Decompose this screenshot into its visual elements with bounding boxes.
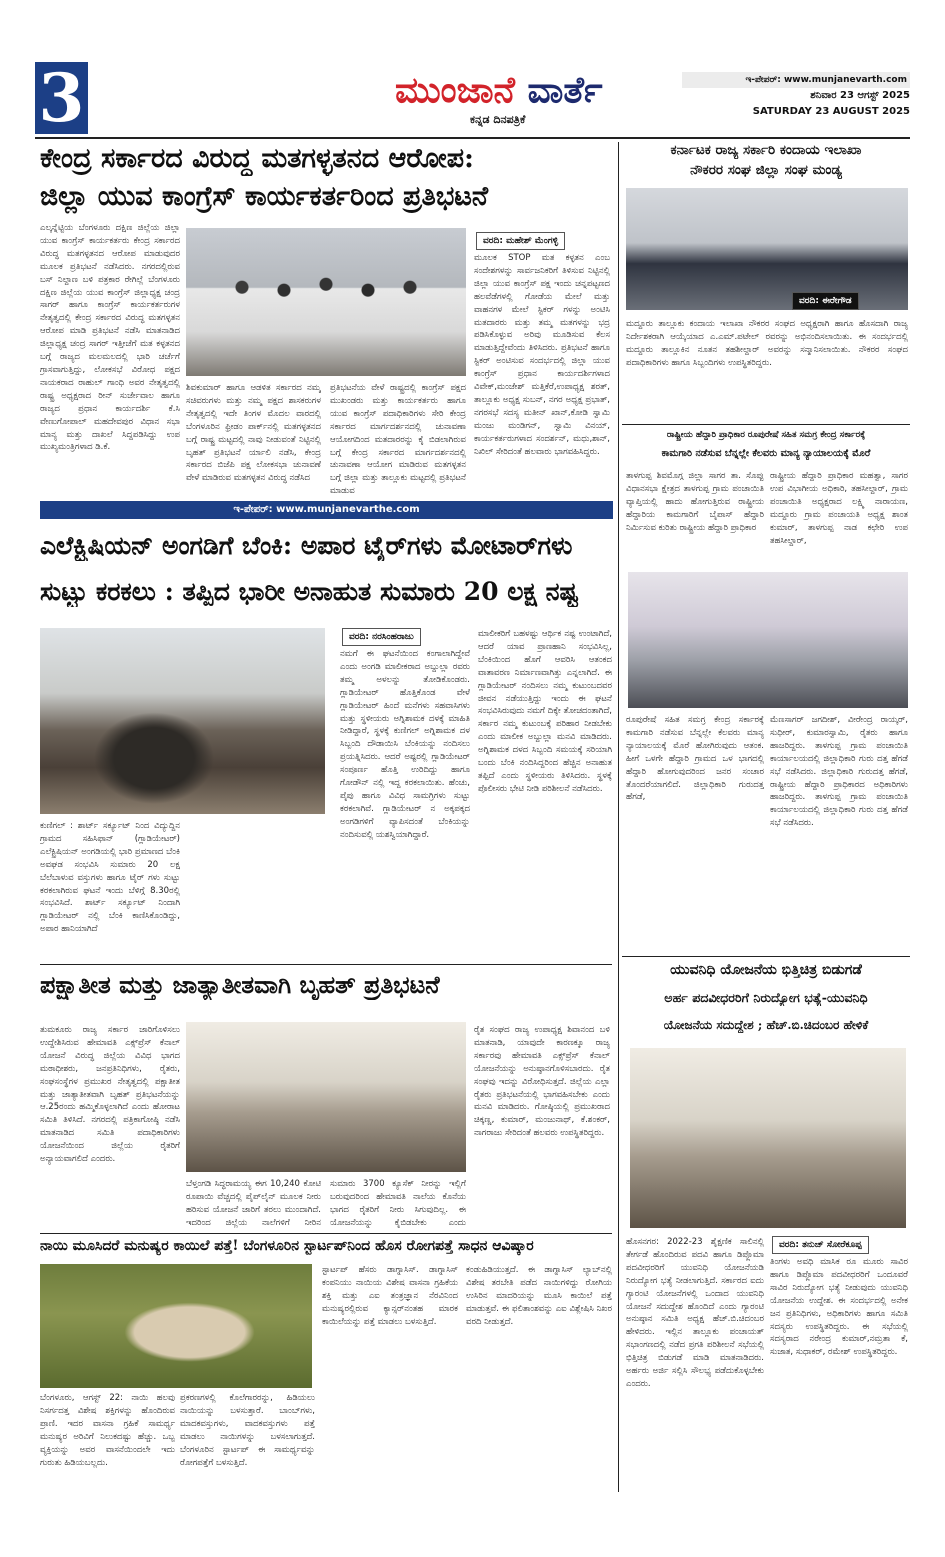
masthead-info: [682, 72, 910, 138]
right2-column-2: ಮೆಣಸಾಗರ್ ಜಗದೀಶ್, ವೀರೇಂದ್ರ ರಾಯ್ಕರ್, ಸುಧೀರ್, ಕುಮಾರಸ್ವಾಮಿ, ರೈತರು ಹಾಗೂ ಹಾಜರಿದ್ದರು. ತಾಳಗುಪ್ಪ ಗ್ರಾಮ ಪಂಚಾಯಿತಿ ಕಾರ್ಯಾಲಯದಲ್ಲಿ ಜಿಲ್ಲಾಧಿಕಾರಿ ಗುರು ದತ್ತ ಹೆಗಡೆ ಸಭೆ ನಡೆಸಿದರು. ಜಿಲ್ಲಾಧಿಕಾರಿ ಗುರುದತ್ತ ಹೆಗಡೆ, ರಾಷ್ಟ್ರೀಯ ಹೆದ್ದಾರಿ ಪ್ರಾಧಿಕಾರದ ಅಧಿಕಾರಿಗಳು ಹಾಜರಿದ್ದರು. ತಾಳಗುಪ್ಪ ಗ್ರಾಮ ಪಂಚಾಯಿತಿ ಕಾರ್ಯಾಲಯದಲ್ಲಿ ಜಿಲ್ಲಾಧಿಕಾರಿ ಗುರು ದತ್ತ ಹೆಗಡೆ ಸಭೆ ನಡೆಸಿದರು.: [770, 715, 908, 829]
epaper-link[interactable]: ಇ-ಪೇಪರ್: www.munjanevarth.com: [682, 72, 910, 88]
story3-column-3: ಸುಮಾರು 3700 ಕ್ಯೂಸೆಕ್ ನೀರನ್ನು ಇಲ್ಲಿಗೆ ಬರುವುದರಿಂದ ಹೇಮಾವತಿ ನಾಲೆಯ ಕೊನೆಯ ಭಾಗದ ರೈತರಿಗೆ ನೀರು ಸಿಗುವುದಿಲ್ಲ. ಈ ಯೋಜನೆಯನ್ನು ಕೈಬಿಡಬೇಕು ಎಂದು: [330, 1179, 466, 1228]
story1-byline: ವರದಿ: ಮಹೇಶ್ ಮೆಂಗಳ್ಳಿ: [476, 232, 565, 250]
masthead-subtitle: ಕನ್ನಡ ದಿನಪತ್ರಿಕೆ: [470, 113, 526, 126]
page-number: 3: [35, 62, 88, 134]
right2-rule: [622, 424, 910, 425]
story1-headline-1: ಕೇಂದ್ರ ಸರ್ಕಾರದ ವಿರುದ್ಧ ಮತಗಳ್ಳತನದ ಆರೋಪ:: [40, 143, 475, 174]
right1-headline-2: ನೌಕರರ ಸಂಘ ಜಿಲ್ಲಾ ಸಂಘ ಮಂಡ್ಯ: [690, 162, 842, 178]
right2-top-column-2: ರಾಷ್ಟ್ರೀಯ ಹೆದ್ದಾರಿ ಪ್ರಾಧಿಕಾರ ಮಹತ್ವಾ, ಸಾಗರ ಉಪ ವಿಭಾಗೀಯ ಅಧಿಕಾರಿ, ತಹಸೀಲ್ದಾರ್, ಗ್ರಾಮ ಪಂಚಾಯಿತಿ ಅಧ್ಯಕ್ಷರಾದ ಲಕ್ಷ್ಮಿ ನಾರಾಯಣ, ಮದ್ದೂರು ಗ್ರಾಮ ಪಂಚಾಯತಿ ಅಧ್ಯಕ್ಷ ಶಾಂತ ಕುಮಾರ್, ತಾಳಗುಪ್ಪ ನಾಡ ಕಛೇರಿ ಉಪ ತಹಸೀಲ್ದಾರ್,: [770, 471, 908, 546]
right1-headline-1: ಕರ್ನಾಟಕ ರಾಜ್ಯ ಸರ್ಕಾರಿ ಕಂದಾಯ ಇಲಾಖಾ: [670, 142, 862, 158]
story3-photo: [186, 1022, 466, 1172]
right3-headline-1: ಯುವನಿಧಿ ಯೋಜನೆಯ ಭಿತ್ತಿಚಿತ್ರ ಬಿಡುಗಡೆ: [670, 962, 862, 978]
right3-headline-2: ಅರ್ಹ ಪದವೀಧರರಿಗೆ ನಿರುದ್ಯೋಗ ಭತ್ಯೆ-ಯುವನಿಧಿ: [664, 990, 868, 1005]
masthead-title-blue: ವಾರ್ತೆ: [527, 69, 603, 111]
story4-photo: [40, 1264, 312, 1388]
story4-column-3: ಸ್ಟಾರ್ಟಪ್ ಹೆಸರು ಡಾಗ್ನಾಸಿಸ್. ಡಾಗ್ನಾಸಿಸ್ ಕಂಪನಿಯು ನಾಯಿಯ ವಿಶೇಷ ವಾಸನಾ ಗ್ರಹಿಕೆಯ ಶಕ್ತಿ ಮತ್ತು ಎಐ ತಂತ್ರಜ್ಞಾನ ನೆರವಿನಿಂದ ಮನುಷ್ಯರಲ್ಲಿರುವ ಕ್ಯಾನ್ಸರ್‌ನಂತಹ ಮಾರಕ ಕಾಯಿಲೆಯನ್ನು ಪತ್ತೆ ಮಾಡಲು ಬಳಸುತ್ತಿದೆ.: [322, 1265, 458, 1327]
story3-rule: [40, 964, 612, 965]
story3-column-2: ಬೆಳ್ತಂಗಡಿ ಸಿದ್ಧರಾಮಯ್ಯ ಈಗ 10,240 ಕೋಟಿ ರೂಪಾಯಿ ವೆಚ್ಚದಲ್ಲಿ ಪೈಪ್‌ಲೈನ್ ಮೂಲಕ ನೀರು ಹರಿಸುವ ಯೋಜನೆ ಜಾರಿಗೆ ತರಲು ಮುಂದಾಗಿದೆ. ಇದರಿಂದ ಜಿಲ್ಲೆಯ ನಾಲೆಗಳಿಗೆ ನೀರಿನ: [186, 1179, 321, 1228]
right1-body: ಮದ್ದೂರು ತಾಲ್ಲೂಕು ಕಂದಾಯ ಇಲಾಖಾ ನೌಕರರ ಸಂಘದ ಅಧ್ಯಕ್ಷರಾಗಿ ಹಾಗೂ ಹೊಸದಾಗಿ ರಾಜ್ಯ ನಿರ್ದೇಶಕರಾಗಿ ಆಯ್ಕೆಯಾದ ಎ.ಎಮ್.ಪಟೇಲ್ ರವರನ್ನು ಅಭಿನಂದಿಸಲಾಯಿತು. ಈ ಸಂದರ್ಭದಲ್ಲಿ ಮದ್ದೂರು ತಾಲ್ಲೂಕಿನ ನೂತನ ತಹಶೀಲ್ದಾರ್ ಅವರನ್ನು ಸನ್ಮಾನಿಸಲಾಯಿತು. ನೌಕರರ ಸಂಘದ ಪದಾಧಿಕಾರಿಗಳು ಹಾಗೂ ಸಿಬ್ಬಂದಿಗಳು ಉಪಸ್ಥಿತರಿದ್ದರು.: [626, 319, 908, 368]
right3-headline-3: ಯೋಜನೆಯ ಸದುದ್ದೇಶ ; ಹೆಚ್.ಬಿ.ಚಿದಂಬರ ಹೇಳಿಕೆ: [663, 1018, 869, 1032]
story3-column-4: ರೈತ ಸಂಘದ ರಾಜ್ಯ ಉಪಾಧ್ಯಕ್ಷ ಶಿವಾನಂದ ಬಳಿ ಮಾತನಾಡಿ, ಯಾವುದೇ ಕಾರಣಕ್ಕೂ ರಾಜ್ಯ ಸರ್ಕಾರವು ಹೇಮಾವತಿ ಎಕ್ಸ್‌ಪ್ರೆಸ್ ಕೆನಾಲ್ ಯೋಜನೆಯನ್ನು ಅನುಷ್ಠಾನಗೊಳಿಸಬಾರದು. ರೈತ ಸಂಘವು ಇದನ್ನು ವಿರೋಧಿಸುತ್ತದೆ. ಜಿಲ್ಲೆಯ ಎಲ್ಲಾ ರೈತರು ಪ್ರತಿಭಟನೆಯಲ್ಲಿ ಭಾಗವಹಿಸಬೇಕು ಎಂದು ಮನವಿ ಮಾಡಿದರು. ಗೋಷ್ಠಿಯಲ್ಲಿ ಪ್ರಮುಖರಾದ ಚಿಕ್ಕಣ್ಣ, ಕುಮಾರ್, ಮಂಜುನಾಥ್, ಕೆ.ಶಂಕರ್, ನಾಗರಾಜು ಸೇರಿದಂತೆ ಹಲವರು ಉಪಸ್ಥಿತರಿದ್ದರು.: [474, 1025, 610, 1139]
date-english: SATURDAY 23 AUGUST 2025: [752, 106, 910, 117]
right3-column-1: ಹೊಸನಗರ: 2022-23 ಶೈಕ್ಷಣಿಕ ಸಾಲಿನಲ್ಲಿ ತೇರ್ಗಡೆ ಹೊಂದಿರುವ ಪದವಿ ಹಾಗೂ ಡಿಪ್ಲೊಮಾ ಪದವೀಧರರಿಗೆ ಯುವನಿಧಿ ಯೋಜನೆಯಡಿ ನಿರುದ್ಯೋಗ ಭತ್ಯೆ ನೀಡಲಾಗುತ್ತಿದೆ. ಸರ್ಕಾರದ ಐದು ಗ್ಯಾರಂಟಿ ಯೋಜನೆಗಳಲ್ಲಿ ಒಂದಾದ ಯುವನಿಧಿ ಯೋಜನೆ ಸದುದ್ದೇಶ ಹೊಂದಿದೆ ಎಂದು ಗ್ಯಾರಂಟಿ ಅನುಷ್ಠಾನ ಸಮಿತಿ ಅಧ್ಯಕ್ಷ ಹೆಚ್.ಬಿ.ಚಿದಂಬರ ಹೇಳಿದರು. ಇಲ್ಲಿನ ತಾಲ್ಲೂಕು ಪಂಚಾಯತ್ ಸಭಾಂಗಣದಲ್ಲಿ ನಡೆದ ಪ್ರಗತಿ ಪರಿಶೀಲನೆ ಸಭೆಯಲ್ಲಿ ಭಿತ್ತಿಚಿತ್ರ ಬಿಡುಗಡೆ ಮಾಡಿ ಮಾತನಾಡಿದರು. ಅರ್ಹರು ಅರ್ಜಿ ಸಲ್ಲಿಸಿ ಸೌಲಭ್ಯ ಪಡೆದುಕೊಳ್ಳಬೇಕು ಎಂದರು.: [626, 1237, 764, 1389]
story1-column-2: ಶಿವಕುಮಾರ್ ಹಾಗೂ ಆಡಳಿತ ಸರ್ಕಾರದ ನಮ್ಮ ಸಚಿವರುಗಳು ಮತ್ತು ನಮ್ಮ ಪಕ್ಷದ ಶಾಸಕರುಗಳ ನೇತೃತ್ವದಲ್ಲಿ ಇದೇ ತಿಂಗಳ ಮೊದಲ ವಾರದಲ್ಲಿ ಬೆಂಗಳೂರಿನ ಫ್ರೀಡಂ ಪಾರ್ಕ್‌ನಲ್ಲಿ ಮತಗಳ್ಳತನದ ಬಗ್ಗೆ ರಾಷ್ಟ್ರ ಮಟ್ಟದಲ್ಲಿ ನಾವು ನೀಡುವಂತೆ ನಿಟ್ಟಿನಲ್ಲಿ ಬೃಹತ್ ಪ್ರತಿಭಟನೆ ರ್ಯಾಲಿ ನಡೆಸಿ, ಕೇಂದ್ರ ಸರ್ಕಾರದ ಬಿಜೆಪಿ ಪಕ್ಷ ಲೋಕಸಭಾ ಚುನಾವಣೆ ವೇಳೆ ಮಾಡಿರುವ ಮತಗಳ್ಳತನ ವಿರುದ್ಧ ನಡೆಸಿದ: [186, 383, 321, 484]
right3-rule: [622, 956, 910, 957]
masthead-title: [395, 68, 660, 112]
right2-column-1: ರೂಪುರೇಷೆ ಸಹಿತ ಸಮಗ್ರ ಕೇಂದ್ರ ಸರ್ಕಾರಕ್ಕೆ ಕಾಮಗಾರಿ ನಡೆಸುವ ಬೆನ್ನಲ್ಲೇ ಕೆಲವರು ಮಾನ್ಯ ನ್ಯಾಯಾಲಯಕ್ಕೆ ಮೊರೆ ಹೋಗಿರುವುದು ಆತಂಕ. ಹೀಗೆ ಒಳಗೇ ಹೆದ್ದಾರಿ ಗ್ರಾಮದ ಒಳ ಭಾಗದಲ್ಲಿ ಹೆದ್ದಾರಿ ಹೋಗುವುದರಿಂದ ಜನರ ಸಂಚಾರ ತೊಂದರೆಯಾಗಲಿದೆ. ಜಿಲ್ಲಾಧಿಕಾರಿ ಗುರುದತ್ತ ಹೆಗಡೆ,: [626, 715, 764, 803]
story2-column-1: ಕುಣಿಗಲ್ : ಶಾರ್ಟ್ ಸರ್ಕ್ಯೂಟ್ ನಿಂದ ವಿದ್ಯುದ್ದಿನ ಗ್ರಾಮದ ಸಹಿಸಿಫಾನ್ (ಗ್ಲಾಡಿಯೇಟರ್) ಎಲೆಕ್ಟ್ರಿಷಿಯನ್ ಅಂಗಡಿಯಲ್ಲಿ ಭಾರಿ ಪ್ರಮಾಣದ ಬೆಂಕಿ ಅವಘಡ ಸಂಭವಿಸಿ ಸುಮಾರು 20 ಲಕ್ಷ ಬೆಲೆಬಾಳುವ ವಸ್ತುಗಳು ಹಾಗೂ ಟೈರ್ ಗಳು ಸುಟ್ಟು ಕರಕಲಾಗಿರುವ ಘಟನೆ ಇಂದು ಬೆಳಿಗ್ಗೆ 8.30ರಲ್ಲಿ ಸಂಭವಿಸಿದೆ. ಶಾರ್ಟ್ ಸರ್ಕ್ಯೂಟ್ ನಿಂದಾಗಿ ಗ್ಲಾಡಿಯೇಟರ್ ನಲ್ಲಿ ಬೆಂಕಿ ಕಾಣಿಸಿಕೊಂಡಿದ್ದು, ಅಪಾರ ಹಾನಿಯಾಗಿದೆ: [40, 821, 180, 935]
right2-top-column-1: ತಾಳಗುಪ್ಪ ಶಿವಮೊಗ್ಗ ಜಿಲ್ಲಾ ಸಾಗರ ತಾ. ಸೊಪ್ಪು ವಿಧಾನಸಭಾ ಕ್ಷೇತ್ರದ ತಾಳಗುಪ್ಪ ಗ್ರಾಮ ಪಂಚಾಯಿತಿ ವ್ಯಾಪ್ತಿಯಲ್ಲಿ ಹಾದು ಹೋಗುತ್ತಿರುವ ರಾಷ್ಟ್ರೀಯ ಹೆದ್ದಾರಿಯ ಕಾಮಗಾರಿಗೆ ಬೈಪಾಸ್ ಹೆದ್ದಾರಿ ನಿರ್ಮಿಸುವ ಕುರಿತು ರಾಷ್ಟ್ರೀಯ ಹೆದ್ದಾರಿ ಪ್ರಾಧಿಕಾರ: [626, 471, 764, 533]
right3-column-2: ತಿಂಗಳು ಅವಧಿ ಮಾಸಿಕ ರೂ ಮೂರು ಸಾವಿರ ಹಾಗೂ ಡಿಪ್ಲೊಮಾ ಪದವೀಧರರಿಗೆ ಒಂದೂವರೆ ಸಾವಿರ ನಿರುದ್ಯೋಗ ಭತ್ಯೆ ನೀಡುವುದು ಯುವನಿಧಿ ಯೋಜನೆಯ ಉದ್ದೇಶ. ಈ ಸಂದರ್ಭದಲ್ಲಿ ಅನೇಕ ಜನ ಪ್ರತಿನಿಧಿಗಳು, ಅಧಿಕಾರಿಗಳು ಹಾಗೂ ಸಮಿತಿ ಸದಸ್ಯರು ಉಪಸ್ಥಿತರಿದ್ದರು. ಈ ಸಭೆಯಲ್ಲಿ ಸದಸ್ಯರಾದ ನರೇಂದ್ರ ಕುಮಾರ್,ನಮ್ರತಾ ಕೆ, ಸುಜಾತ, ಸುಧಾಕರ್, ರಮೇಶ್ ಉಪಸ್ಥಿತರಿದ್ದರು.: [770, 1257, 908, 1358]
epaper-band[interactable]: ಇ-ಪೇಪರ್: www.munjanevarthe.com: [40, 501, 613, 519]
masthead-title-red: ಮುಂಜಾನೆ: [395, 69, 515, 111]
right1-photo: [626, 188, 908, 310]
story3-column-1: ತುಮಕೂರು ರಾಜ್ಯ ಸರ್ಕಾರ ಜಾರಿಗೊಳಿಸಲು ಉದ್ದೇಶಿಸಿರುವ ಹೇಮಾವತಿ ಎಕ್ಸ್‌ಪ್ರೆಸ್ ಕೆನಾಲ್ ಯೋಜನೆ ವಿರುದ್ಧ ಜಿಲ್ಲೆಯ ವಿವಿಧ ಭಾಗದ ಮಠಾಧೀಶರು, ಜನಪ್ರತಿನಿಧಿಗಳು, ರೈತರು, ಸಂಘಸಂಸ್ಥೆಗಳ ಪ್ರಮುಖರ ನೇತೃತ್ವದಲ್ಲಿ ಪಕ್ಷಾತೀತ ಮತ್ತು ಜಾತ್ಯಾತೀತವಾಗಿ ಬೃಹತ್ ಪ್ರತಿಭಟನೆಯನ್ನು ಆ.25ರಂದು ಹಮ್ಮಿಕೊಳ್ಳಲಾಗಿದೆ ಎಂದು ಹೋರಾಟ ಸಮಿತಿ ತಿಳಿಸಿದೆ. ನಗರದಲ್ಲಿ ಪತ್ರಿಕಾಗೋಷ್ಠಿ ನಡೆಸಿ ಮಾತನಾಡಿದ ಸಮಿತಿ ಪದಾಧಿಕಾರಿಗಳು ಯೋಜನೆಯಿಂದ ಜಿಲ್ಲೆಯ ರೈತರಿಗೆ ಅನ್ಯಾಯವಾಗಲಿದೆ ಎಂದರು.: [40, 1025, 180, 1165]
story2-column-3: ಮಾಲೀಕರಿಗೆ ಬಹಳಷ್ಟು ಆರ್ಥಿಕ ನಷ್ಟ ಉಂಟಾಗಿದೆ, ಆದರೆ ಯಾವ ಪ್ರಾಣಹಾನಿ ಸಂಭವಿಸಿಲ್ಲ, ಬೆಂಕಿಯಿಂದ ಹೊಗೆ ಆವರಿಸಿ ಆತಂಕದ ವಾತಾವರಣ ನಿರ್ಮಾಣವಾಗಿತ್ತು ಎನ್ನಲಾಗಿದೆ. ಈ ಗ್ಲಾಡಿಯೇಟರ್ ನಂದಿಸಲು ನಮ್ಮ ಕುಟುಂಬದವರ ಜೀವನ ನಡೆಯುತ್ತಿದ್ದು ಇಂದು ಈ ಘಟನೆ ಸಂಭವಿಸಿರುವುದು ನಮಗೆ ದಿಕ್ಕೇ ತೋಚದಂತಾಗಿದೆ, ಸರ್ಕಾರ ನಮ್ಮ ಕುಟುಂಬಕ್ಕೆ ಪರಿಹಾರ ನೀಡಬೇಕು ಎಂದು ಮಾಲೀಕ ಅಬ್ದುಲ್ಲಾ ಮನವಿ ಮಾಡಿದರು. ಅಗ್ನಿಶಾಮಕ ದಳದ ಸಿಬ್ಬಂದಿ ಸಮಯಕ್ಕೆ ಸರಿಯಾಗಿ ಬಂದು ಬೆಂಕಿ ನಂದಿಸಿದ್ದರಿಂದ ಹೆಚ್ಚಿನ ಅನಾಹುತ ತಪ್ಪಿದೆ ಎಂದು ಸ್ಥಳೀಯರು ತಿಳಿಸಿದರು. ಸ್ಥಳಕ್ಕೆ ಪೊಲೀಸರು ಭೇಟಿ ನೀಡಿ ಪರಿಶೀಲನೆ ನಡೆಸಿದರು.: [478, 629, 612, 794]
story4-column-1: ಬೆಂಗಳೂರು, ಆಗಸ್ಟ್ 22: ನಾಯಿ ಹಲವು ನಿಸರ್ಗದತ್ತ ವಿಶೇಷ ಶಕ್ತಿಗಳನ್ನು ಹೊಂದಿರುವ ಪ್ರಾಣಿ. ಇದರ ವಾಸನಾ ಗ್ರಹಿಕೆ ಸಾಮರ್ಥ್ಯ ಮನುಷ್ಯರ ಅರಿವಿಗೆ ನಿಲುಕದಷ್ಟು ಹೆಚ್ಚು. ಒಬ್ಬ ವ್ಯಕ್ತಿಯನ್ನು ಅವರ ವಾಸನೆಯಿಂದಲೇ ಇದು ಗುರುತು ಹಿಡಿಯಬಲ್ಲದು.: [40, 1393, 175, 1468]
right2-headline-2: ಕಾಮಗಾರಿ ನಡೆಸುವ ಬೆನ್ನಲ್ಲೇ ಕೆಲವರು ಮಾನ್ಯ ನ್ಯಾಯಾಲಯಕ್ಕೆ ಮೊರೆ: [661, 448, 871, 459]
story2-headline-1: ಎಲೆಕ್ಟ್ರಿಷಿಯನ್ ಅಂಗಡಿಗೆ ಬೆಂಕಿ: ಅಪಾರ ಟೈರ್‌ಗಳು ಮೋಟಾರ್‌ಗಳು: [40, 531, 573, 560]
story1-column-3: ಪ್ರತಿಭಟನೆಯ ವೇಳೆ ರಾಷ್ಟ್ರದಲ್ಲಿ ಕಾಂಗ್ರೆಸ್ ಪಕ್ಷದ ಮುಖಂಡರು ಮತ್ತು ಕಾರ್ಯಕರ್ತರು ಹಾಗೂ ಯುವ ಕಾಂಗ್ರೆಸ್ ಪದಾಧಿಕಾರಿಗಳು ಸೇರಿ ಕೇಂದ್ರ ಸರ್ಕಾರದ ಮಾರ್ಗದರ್ಶನದಲ್ಲಿ ಚುನಾವಣಾ ಆಯೋಗದಿಂದ ಮತದಾರರನ್ನು ಕೈ ಬಿಡಲಾಗಿರುವ ಬಗ್ಗೆ ಕೇಂದ್ರ ಸರ್ಕಾರದ ಮಾರ್ಗದರ್ಶನದಲ್ಲಿ ಚುನಾವಣಾ ಆಯೋಗ ಮಾಡಿರುವ ಮತಗಳ್ಳತನ ಬಗ್ಗೆ ಜಿಲ್ಲಾ ಮತ್ತು ತಾಲ್ಲೂಕು ಮಟ್ಟದಲ್ಲಿ ಪ್ರತಿಭಟನೆ ಮಾಡುವ: [330, 383, 466, 496]
story2-column-2: ನಮಗೆ ಈ ಘಟನೆಯಿಂದ ಕಂಗಾಲಾಗಿದ್ದೇವೆ ಎಂದು ಅಂಗಡಿ ಮಾಲೀಕರಾದ ಅಬ್ದುಲ್ಲಾ ರವರು ತಮ್ಮ ಅಳಲನ್ನು ತೋಡಿಕೊಂಡರು. ಗ್ಲಾಡಿಯೇಟರ್ ಹೊತ್ತಿಕೊಂಡ ವೇಳೆ ಗ್ಲಾಡಿಯೇಟರ್ ಹಿಂದೆ ಮನೆಗಳು ಸಹವಾಸಿಗಳು ಮತ್ತು ಸ್ಥಳೀಯರು ಅಗ್ನಿಶಾಮಕ ದಳಕ್ಕೆ ಮಾಹಿತಿ ನೀಡಿದ್ದಾರೆ, ಸ್ಥಳಕ್ಕೆ ಕುಣಿಗಲ್ ಅಗ್ನಿಶಾಮಕ ದಳ ಸಿಬ್ಬಂದಿ ದೌಡಾಯಿಸಿ ಬೆಂಕಿಯನ್ನು ನಂದಿಸಲು ಪ್ರಯತ್ನಿಸಿದರು. ಆದರೆ ಅಷ್ಟರಲ್ಲಿ ಗ್ಲಾಡಿಯೇಟರ್ ಸಂಪೂರ್ಣ ಹೊತ್ತಿ ಉರಿದಿದ್ದು ಹಾಗೂ ಗೋಡೌನ್ ನಲ್ಲಿ ಇದ್ದ ಕರಕಲಾಯಿತು. ಹೆಂಚು, ಪೈಪು ಹಾಗೂ ವಿವಿಧ ಸಾಮಗ್ರಿಗಳು ಸುಟ್ಟು ಕರಕಲಾಗಿವೆ. ಗ್ಲಾಡಿಯೇಟರ್ ನ ಅಕ್ಕಪಕ್ಕದ ಅಂಗಡಿಗಳಿಗೆ ವ್ಯಾಪಿಸದಂತೆ ಬೆಂಕಿಯನ್ನು ನಂದಿಸುವಲ್ಲಿ ಯಶಸ್ವಿಯಾಗಿದ್ದಾರೆ.: [340, 649, 470, 840]
right2-headline-1: ರಾಷ್ಟ್ರೀಯ ಹೆದ್ದಾರಿ ಪ್ರಾಧಿಕಾರ ರೂಪುರೇಷೆ ಸಹಿತ ಸಮಗ್ರ ಕೇಂದ್ರ ಸರ್ಕಾರಕ್ಕೆ: [666, 430, 866, 440]
story2-headline-2: ಸುಟ್ಟು ಕರಕಲು : ತಪ್ಪಿದ ಭಾರೀ ಅನಾಹುತ ಸುಮಾರು 20 ಲಕ್ಷ ನಷ್ಟ: [40, 577, 579, 606]
story1-headline-2: ಜಿಲ್ಲಾ ಯುವ ಕಾಂಗ್ರೆಸ್ ಕಾರ್ಯಕರ್ತರಿಂದ ಪ್ರತಿಭಟನೆ: [40, 181, 489, 212]
right2-photo: [628, 572, 908, 708]
story2-photo: [40, 628, 325, 814]
story1-photo: [186, 228, 466, 376]
right3-byline: ವರದಿ: ತನುಜ್ ಸೋರೆಕೂಪ್ಪ: [772, 1236, 869, 1254]
story4-column-2: ಪ್ರಕರಣಗಳಲ್ಲಿ ಕೊಲೆಗಾರರನ್ನು, ಹಿಡಿಯಲು ನಾಯಿಯನ್ನು ಬಳಸುತ್ತಾರೆ. ಬಾಂಬ್‌ಗಳು, ಮಾದಕವಸ್ತುಗಳು, ವಾದಕವಸ್ತುಗಳು ಪತ್ತೆ ಮಾಡಲು ನಾಯಿಗಳನ್ನು ಬಳಸಲಾಗುತ್ತದೆ. ಬೆಂಗಳೂರಿನ ಸ್ಟಾರ್ಟಪ್ ಈ ಸಾಮರ್ಥ್ಯವನ್ನು ರೋಗಪತ್ತೆಗೆ ಬಳಸುತ್ತಿದೆ.: [180, 1393, 315, 1468]
masthead-rule: [35, 137, 910, 139]
story4-rule: [40, 1233, 612, 1234]
date-kannada: ಶನಿವಾರ 23 ಆಗಸ್ಟ್ 2025: [810, 90, 910, 101]
column-divider: [618, 142, 619, 1492]
story1-column-4: ಮೂಲಕ STOP ಮತ ಕಳ್ಳತನ ಎಂಬ ಸಂದೇಶಗಳನ್ನು ಸಾರ್ವಜನಿಕರಿಗೆ ತಿಳಿಸುವ ನಿಟ್ಟಿನಲ್ಲಿ ಜಿಲ್ಲಾ ಯುವ ಕಾಂಗ್ರೆಸ್ ಪಕ್ಷ ಇಂದು ಚನ್ನಪಟ್ಟಣದ ಹಲವೆಡೆಗಳಲ್ಲಿ ಗೋಡೆಯ ಮೇಲೆ ಮತ್ತು ವಾಹನಗಳ ಮೇಲೆ ಸ್ಟಿಕರ್ ಗಳನ್ನು ಅಂಟಿಸಿ ಮತದಾರರು ಮತ್ತು ತಮ್ಮ ಮತಗಳನ್ನು ಭದ್ರ ಪಡಿಸಿಕೊಳ್ಳುವ ಅರಿವು ಮೂಡಿಸುವ ಕೆಲಸ ಮಾಡುತ್ತಿದ್ದೇವೆಂದು ತಿಳಿಸಿದರು. ಪ್ರತಿಭಟನೆ ಹಾಗೂ ಸ್ಟಿಕರ್ ಅಂಟಿಸುವ ಸಂದರ್ಭದಲ್ಲಿ ಜಿಲ್ಲಾ ಯುವ ಕಾಂಗ್ರೆಸ್ ಪ್ರಧಾನ ಕಾರ್ಯದರ್ಶಿಗಳಾದ ವಿವೇಕ್,ಮಂಜೇಶ್ ಮತ್ತಿಕೆರೆ,ಉಪಾಧ್ಯಕ್ಷ ಶರತ್, ತಾಲ್ಲೂಕು ಅಧ್ಯಕ್ಷ ಸುಬನ್, ನಗರ ಅಧ್ಯಕ್ಷ ಪ್ರಭಾತ್, ನಗರಸಭೆ ಸದಸ್ಯ ಮತೀನ್ ಖಾನ್,ಕೋಡಿ ಸ್ವಾಮಿ ಮಂಜು ಮಂಡಿಗನ್, ಸ್ವಾಮಿ ವಿನಯ್, ಕಾರ್ಯಕರ್ತರುಗಳಾದ ಸಂದರ್ಶನ್, ಮಧು,ಶಾನ್, ನಿಖಿಲ್ ಸೇರಿದಂತೆ ಹಲವಾರು ಭಾಗವಹಿಸಿದ್ದರು.: [474, 253, 610, 457]
right3-photo: [630, 1048, 906, 1228]
story1-column-1: ಎಲ್ಕನ್ನೆಟ್ಟಿಯ ಬೆಂಗಳೂರು ದಕ್ಷಿಣ ಜಿಲ್ಲೆಯ ಜಿಲ್ಲಾ ಯುವ ಕಾಂಗ್ರೆಸ್ ಕಾರ್ಯಕರ್ತರು ಕೇಂದ್ರ ಸರ್ಕಾರದ ವಿರುದ್ಧ ಮತಗಳ್ಳತನದ ಆರೋಪ ಮಾಡುವುದರ ಮೂಲಕ ಪ್ರತಿಭಟನೆ ನಡೆಸಿದರು. ನಗರದಲ್ಲಿರುವ ಬಸ್ ನಿಲ್ದಾಣ ಬಳಿ ಪತ್ರಕಾರ ರೇಗಿಲ್ಲೆ ಬೆಂಗಳೂರು ದಕ್ಷಿಣ ಜಿಲ್ಲೆಯ ಯುವ ಕಾಂಗ್ರೆಸ್ ಜಿಲ್ಲಾಧ್ಯಕ್ಷ ಚಂದ್ರ ಸಾಗರ್ ಹಾಗೂ ಕಾಂಗ್ರೆಸ್ ಕಾರ್ಯಕರ್ತರುಗಳ ನೇತೃತ್ವದಲ್ಲಿ ಕೇಂದ್ರ ಸರ್ಕಾರದ ವಿರುದ್ಧ ಮತಗಳ್ಳತನ ಆರೋಪ ಮಾಡಿ ಪ್ರತಿಭಟನೆ ನಡೆಸಿ ಮಾತನಾಡಿದ ಜಿಲ್ಲಾಧ್ಯಕ್ಷ ಚಂದ್ರ ಸಾಗರ್ ಇತ್ತೀಚೆಗೆ ಮತ ಕಳ್ಳತನದ ಬಗ್ಗೆ ರಾಜ್ಯದ ಮಲಮಲದಲ್ಲಿ ಭಾರಿ ಚರ್ಚೆಗೆ ಗ್ರಾಸವಾಗುತ್ತಿದ್ದು, ಲೋಕಸಭೆ ವಿರೋಧ ಪಕ್ಷದ ನಾಯಕರಾದ ರಾಹುಲ್ ಗಾಂಧಿ ಅವರ ನೇತೃತ್ವದಲ್ಲಿ ರಾಷ್ಟ್ರ ಅಧ್ಯಕ್ಷರಾದ ರೀನ್ ಸುರ್ಜೇವಾಲ ಹಾಗೂ ರಾಜ್ಯದ ಪ್ರಧಾನ ಕಾರ್ಯದರ್ಶಿ ಕೆ.ಸಿ ವೇಣುಗೋಪಾಲ್ ಮಹದೇವಪುರ ವಿಧಾನ ಸಭಾ ಮಾನ್ಯ ಮತ್ತು ದಾಖಲೆ ಸಿದ್ದಪಡಿಸಿದ್ದು ಉಪ ಮುಖ್ಯಮಂತ್ರಿಗಳಾದ ಡಿ.ಕೆ.: [40, 223, 180, 453]
story3-headline: ಪಕ್ಷಾತೀತ ಮತ್ತು ಜಾತ್ಯಾತೀತವಾಗಿ ಬೃಹತ್ ಪ್ರತಿಭಟನೆ: [40, 970, 440, 999]
story4-column-4: ಕಂಡುಹಿಡಿಯುತ್ತದೆ. ಈ ಡಾಗ್ನಾಸಿಸ್ ಲ್ಯಾಬ್‌ನಲ್ಲಿ ವಿಶೇಷ ತರಬೇತಿ ಪಡೆದ ನಾಯಿಗಳಿದ್ದು ರೋಗಿಯ ಉಸಿರಿನ ಮಾದರಿಯನ್ನು ಮೂಸಿ ಕಾಯಿಲೆ ಪತ್ತೆ ಮಾಡುತ್ತವೆ. ಈ ಫಲಿತಾಂಶವನ್ನು ಎಐ ವಿಶ್ಲೇಷಿಸಿ ನಿಖರ ವರದಿ ನೀಡುತ್ತದೆ.: [466, 1265, 612, 1327]
right1-byline: ವರದಿ: ಈರೇಗೌಡ: [792, 292, 859, 310]
story4-headline: ನಾಯಿ ಮೂಸಿದರೆ ಮನುಷ್ಯರ ಕಾಯಿಲೆ ಪತ್ತೆ! ಬೆಂಗಳೂರಿನ ಸ್ಟಾರ್ಟಪ್‌ನಿಂದ ಹೊಸ ರೋಗಪತ್ತೆ ಸಾಧನ ಆವಿಷ್ಕಾರ: [40, 1238, 534, 1254]
story2-byline: ವರದಿ: ನರಸಿಂಹರಾಜು: [342, 628, 421, 646]
